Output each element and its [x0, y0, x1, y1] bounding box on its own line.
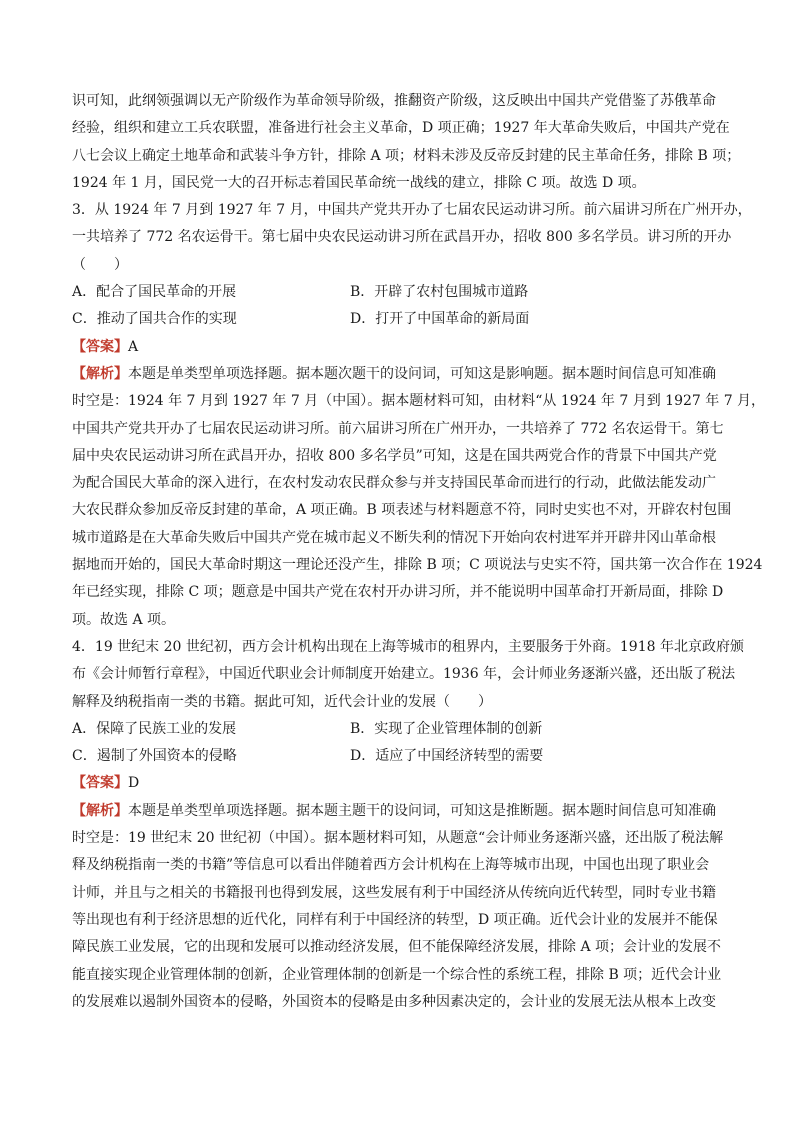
question-4 [72, 634, 744, 1016]
document-page [72, 88, 766, 1016]
analysis-line: 能直接实现企业管理体制的创新，企业管理体制的创新是一个综合性的系统工程，排除 B 项；近代会计业 [72, 966, 722, 983]
analysis-line: 年已经实现，排除 C 项；题意是中国共产党在农村开办讲习所，并不能说明中国革命打开新局面，排除 D [72, 584, 724, 601]
question-stem-line: 解释及纳税指南一类的书籍。据此可知，近代会计业的发展（ ） [72, 693, 492, 710]
intro-paragraph [72, 88, 741, 197]
text-line: 1924 年 1 月，国民党一大的召开标志着国民革命统一战线的建立，排除 C 项。故选 D 项。 [72, 174, 646, 191]
question-3 [72, 197, 766, 634]
analysis-line: 大农民群众参加反帝反封建的革命，A 项正确。B 项表述与材料题意不符，同时史实也不对，开辟农村包围 [72, 502, 732, 519]
analysis-line: 的发展难以遏制外国资本的侵略，外国资本的侵略是由多种因素决定的，会计业的发展无法从根本上改变 [72, 993, 716, 1010]
text-line: 经验，组织和建立工兵农联盟，准备进行社会主义革命，D 项正确；1927 年大革命失败后，中国共产党在 [72, 120, 730, 137]
analysis-line: 项。故选 A 项。 [72, 611, 176, 628]
options-row [72, 743, 724, 770]
question-stem-line: 一共培养了 772 名农运骨干。第七届中央农民运动讲习所在武昌开办，招收 800 多名学员。讲习所的开办 [72, 229, 732, 246]
answer-value: A [128, 338, 139, 355]
option-d: D．打开了中国革命的新局面 [350, 311, 530, 328]
option-b: B．开辟了农村包围城市道路 [350, 284, 529, 301]
answer-line [72, 770, 724, 797]
answer-tag: 【答案】 [72, 338, 128, 355]
options-row [72, 306, 724, 333]
analysis-line: 障民族工业发展，它的出现和发展可以推动经济发展，但不能保障经济发展，排除 A 项；会计业的发展不 [72, 939, 722, 956]
option-a: A．配合了国民革命的开展 [72, 284, 237, 301]
question-stem-line: 布《会计师暂行章程》，中国近代职业会计师制度开始建立。1936 年，会计师业务逐渐兴盛，还出版了税法 [72, 666, 736, 683]
options-row [72, 716, 724, 743]
analysis-line: 时空是：1924 年 7 月到 1927 年 7 月（中国）。据本题材料可知，由材料“从 1924 年 7 月到 1927 年 7 月， [72, 393, 766, 410]
option-a: A．保障了民族工业的发展 [72, 720, 237, 737]
question-stem-line: （ ） [72, 256, 128, 273]
analysis-line [72, 361, 724, 388]
analysis-tag: 【解析】 [72, 802, 128, 819]
answer-value: D [128, 775, 140, 792]
analysis-line: 等出现也有利于经济思想的近代化，同样有利于中国经济的转型，D 项正确。近代会计业的发展并不能保 [72, 911, 718, 928]
analysis-line: 城市道路是在大革命失败后中国共产党在城市起义不断失利的情况下开始向农村进军并开辟井冈山革命根 [72, 529, 716, 546]
analysis-text: 本题是单类型单项选择题。据本题次题干的设问词，可知这是影响题。据本题时间信息可知准确 [128, 365, 716, 382]
analysis-line: 为配合国民大革命的深入进行，在农村发动农民群众参与并支持国民革命而进行的行动，此做法能发动广 [72, 475, 716, 492]
option-c: C．推动了国共合作的实现 [72, 311, 237, 328]
analysis-line: 释及纳税指南一类的书籍”等信息可以看出伴随着西方会计机构在上海等城市出现，中国也出现了职业会 [72, 857, 710, 874]
answer-tag: 【答案】 [72, 775, 128, 792]
question-stem-line: 3．从 1924 年 7 月到 1927 年 7 月，中国共产党共开办了七届农民运动讲习所。前六届讲习所在广州开办， [72, 202, 752, 219]
analysis-line [72, 798, 724, 825]
text-line: 识可知，此纲领强调以无产阶级作为革命领导阶级，推翻资产阶级，这反映出中国共产党借鉴了苏俄革命 [72, 93, 716, 109]
option-c: C．遏制了外国资本的侵略 [72, 748, 237, 765]
analysis-text: 本题是单类型单项选择题。据本题主题干的设问词，可知这是推断题。据本题时间信息可知准确 [128, 802, 716, 819]
analysis-line: 时空是：19 世纪末 20 世纪初（中国）。据本题材料可知，从题意“会计师业务逐渐兴盛，还出版了税法解 [72, 830, 724, 847]
option-b: B．实现了企业管理体制的创新 [350, 720, 543, 737]
text-line: 八七会议上确定土地革命和武装斗争方针，排除 A 项；材料未涉及反帝反封建的民主革命任务，排除 B 项； [72, 147, 741, 164]
answer-line [72, 334, 724, 361]
analysis-tag: 【解析】 [72, 365, 128, 382]
option-d: D．适应了中国经济转型的需要 [350, 748, 544, 765]
analysis-line: 届中央农民运动讲习所在武昌开办，招收 800 多名学员”可知，这是在国共两党合作的背景下中国共产党 [72, 447, 717, 464]
analysis-line: 计师，并且与之相关的书籍报刊也得到发展，这些发展有利于中国经济从传统向近代转型，同时专业书籍 [72, 884, 716, 901]
analysis-line: 中国共产党共开办了七届农民运动讲习所。前六届讲习所在广州开办，一共培养了 772 名农运骨干。第七 [72, 420, 724, 437]
options-row [72, 279, 724, 306]
analysis-line: 据地而开始的，国民大革命时期这一理论还没产生，排除 B 项；C 项说法与史实不符，国共第一次合作在 1924 [72, 557, 763, 574]
question-stem-line: 4．19 世纪末 20 世纪初，西方会计机构出现在上海等城市的租界内，主要服务于外商。1918 年北京政府颁 [72, 638, 744, 655]
